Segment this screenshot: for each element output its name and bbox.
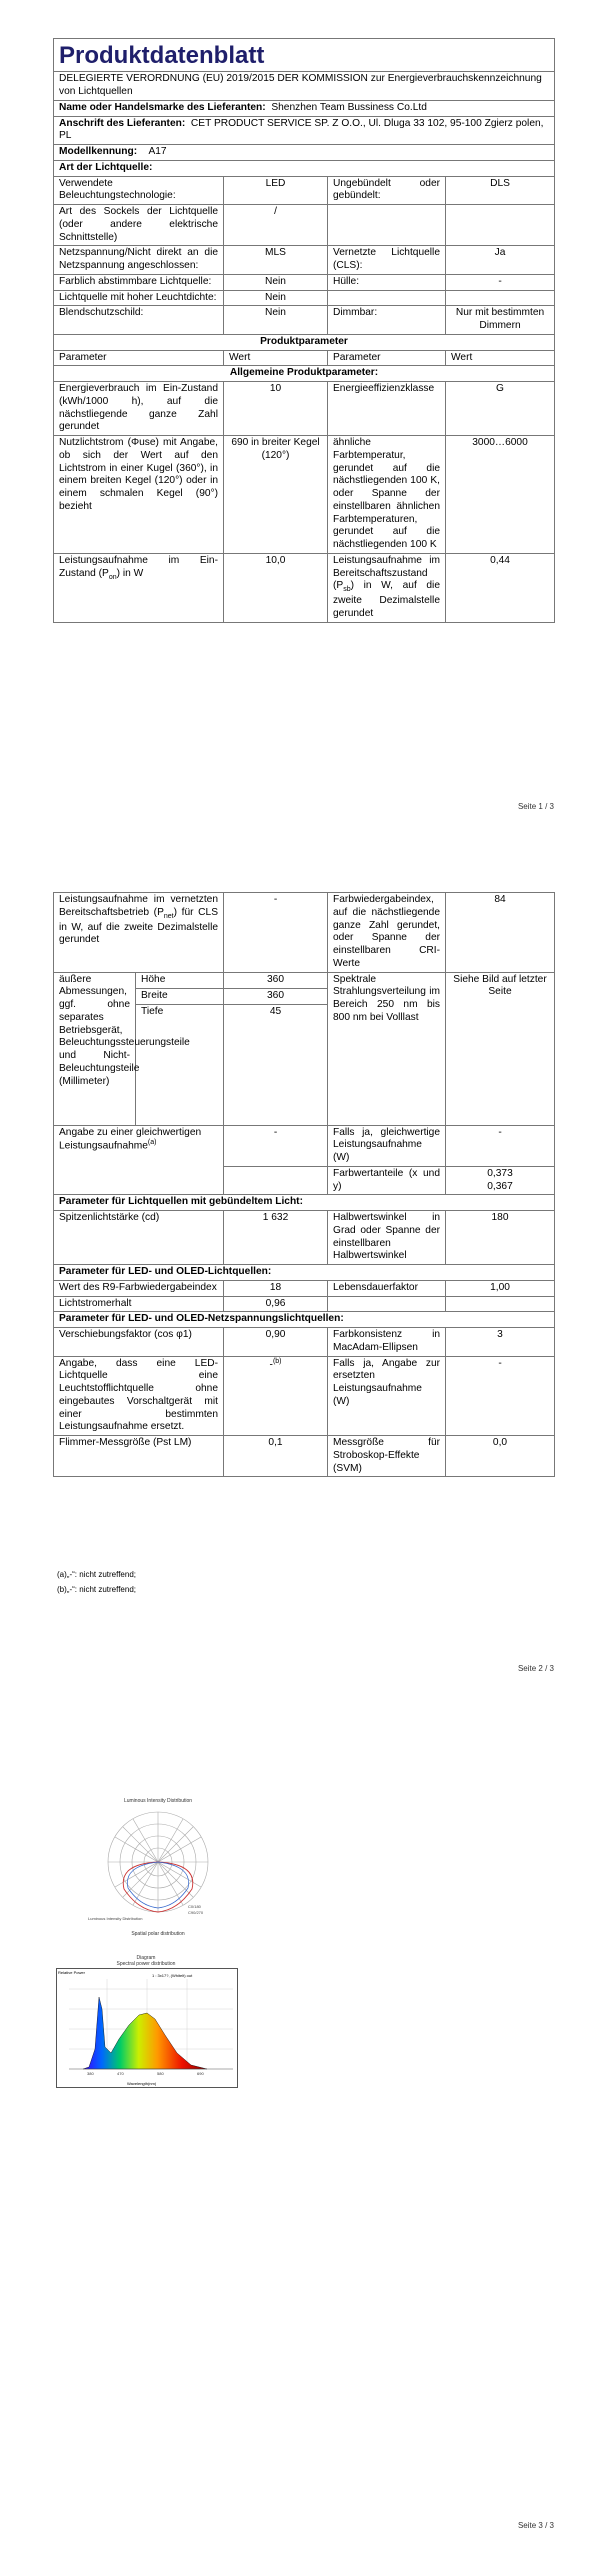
empty-cell xyxy=(446,1296,555,1312)
depth-value: 45 xyxy=(224,1004,328,1125)
height-label: Höhe xyxy=(136,972,224,988)
peak-value: 1 632 xyxy=(224,1211,328,1265)
table-row xyxy=(54,1125,555,1166)
power-on-value: 10,0 xyxy=(224,553,328,622)
model-label: Modellkennung: xyxy=(59,146,138,158)
table-row xyxy=(54,1356,555,1436)
dims-label: äußere Abmessungen, ggf. ohne separates Betriebsgerät, Beleuchtungssteuerungsteile und Nicht-Beleuchtungsteile (Millimeter) xyxy=(54,972,136,1125)
spd-chart xyxy=(57,1969,237,2087)
pf-label: Verschiebungsfaktor (cos φ1) xyxy=(54,1328,224,1357)
model-value: A17 xyxy=(148,146,167,158)
header-param: Parameter xyxy=(328,350,446,366)
flicker-value: 0,1 xyxy=(224,1436,328,1477)
mains-label: Netzspannung/Nicht direkt an die Netzspannung angeschlossen: xyxy=(54,246,224,275)
empty-cell xyxy=(446,290,555,306)
header-param: Parameter xyxy=(54,350,224,366)
empty-cell xyxy=(328,290,446,306)
peak-label: Spitzenlichtstärke (cd) xyxy=(54,1211,224,1265)
directional-label: Ungebündelt oder gebündelt: xyxy=(328,176,446,205)
eff-class-value: G xyxy=(446,382,555,436)
equiv-power-label: Falls ja, gleichwertige Leistungsaufnahme (W) xyxy=(328,1125,446,1166)
table-row xyxy=(54,553,555,622)
spd-legend: 1 : 3x17?, (Whitelt) out xyxy=(152,1972,193,1978)
beam-value: 180 xyxy=(446,1211,555,1265)
polar-distribution-figure xyxy=(78,1798,238,1948)
svg-text:Luminous Intensity Distributio: Luminous Intensity Distribution xyxy=(88,1916,143,1922)
footnote-b: (b)„-“: nicht zutreffend; xyxy=(57,1585,136,1594)
spd-figure xyxy=(53,1955,239,2095)
equiv-power-value: - xyxy=(446,1125,555,1166)
consistency-label: Farbkonsistenz in MacAdam-Ellipsen xyxy=(328,1328,446,1357)
empty-cell xyxy=(328,1296,446,1312)
envelope-label: Hülle: xyxy=(328,274,446,290)
consistency-value: 3 xyxy=(446,1328,555,1357)
replace-power-label: Falls ja, Angabe zur ersetzten Leistungsaufnahme (W) xyxy=(328,1356,446,1436)
tech-label: Verwendete Beleuchtungstechnologie: xyxy=(54,176,224,205)
table-row xyxy=(54,972,555,988)
replace-label: Angabe, dass eine LED-Lichtquelle eine Leuchtstofflichtquelle ohne eingebautes Vorschaltgerät mit einer bestimmten Leistungsaufnahme ersetzt. xyxy=(54,1356,224,1436)
eff-class-label: Energieeffizienzklasse xyxy=(328,382,446,436)
spd-diagram-title: Diagram xyxy=(136,1955,156,1961)
pf-value: 0,90 xyxy=(224,1328,328,1357)
header-value: Wert xyxy=(224,350,328,366)
table-row xyxy=(54,306,555,335)
energy-label: Energieverbrauch im Ein-Zustand (kWh/1000 h), auf die nächstliegende ganze Zahl gerundet xyxy=(54,382,224,436)
svg-text:C90/270: C90/270 xyxy=(188,1910,204,1916)
spd-title: Spectral power distribution xyxy=(116,1961,176,1968)
general-params-heading: Allgemeine Produktparameter: xyxy=(54,366,555,382)
empty-cell xyxy=(446,205,555,246)
cri-value: 84 xyxy=(446,893,555,973)
table-row xyxy=(54,1280,555,1296)
table-row xyxy=(54,246,555,275)
table-row xyxy=(54,290,555,306)
regulation-text: DELEGIERTE VERORDNUNG (EU) 2019/2015 DER KOMMISSION zur Energieverbrauchskennzeichnung von Lichtquellen xyxy=(54,72,555,101)
supplier-name-row xyxy=(54,100,555,116)
chroma-value: 0,373 0,367 xyxy=(446,1166,555,1195)
r9-label: Wert des R9-Farbwiedergabeindex xyxy=(54,1280,224,1296)
table-row xyxy=(54,1211,555,1265)
width-value: 360 xyxy=(224,988,328,1004)
maint-label: Lichtstromerhalt xyxy=(54,1296,224,1312)
svg-text:690: 690 xyxy=(197,2070,204,2076)
footnote-a: (a)„-“: nicht zutreffend; xyxy=(57,1570,136,1579)
datasheet-table-page1 xyxy=(53,38,555,623)
anti-glare-label: Blendschutzschild: xyxy=(54,306,224,335)
spd-xlabel: Wavelength(nm) xyxy=(127,2080,157,2086)
r9-value: 18 xyxy=(224,1280,328,1296)
table-row xyxy=(54,274,555,290)
svm-label: Messgröße für Stroboskop-Effekte (SVM) xyxy=(328,1436,446,1477)
cct-value: 3000…6000 xyxy=(446,436,555,554)
tech-value: LED xyxy=(224,176,328,205)
lightsource-type-heading: Art der Lichtquelle: xyxy=(54,160,555,176)
mains-heading: Parameter für LED- und OLED-Netzspannungslichtquellen: xyxy=(54,1312,555,1328)
tunable-value: Nein xyxy=(224,274,328,290)
led-heading: Parameter für LED- und OLED-Lichtquellen: xyxy=(54,1265,555,1281)
chroma-label: Farbwertanteile (x und y) xyxy=(328,1166,446,1195)
high-luminance-value: Nein xyxy=(224,290,328,306)
svg-text:580: 580 xyxy=(157,2070,164,2076)
page-number: Seite 3 / 3 xyxy=(517,2521,554,2530)
polar-title: Luminous Intensity Distribution xyxy=(123,1798,193,1804)
header-value: Wert xyxy=(446,350,555,366)
power-on-label: Leistungsaufnahme im Ein-Zustand $(P_{on})$ in W xyxy=(54,553,224,622)
product-params-heading: Produktparameter xyxy=(54,334,555,350)
supplier-name-value: Shenzhen Team Bussiness Co.Ltd xyxy=(271,101,427,113)
directional-heading: Parameter für Lichtquellen mit gebündeltem Licht: xyxy=(54,1195,555,1211)
width-label: Breite xyxy=(136,988,224,1004)
tunable-label: Farblich abstimmbare Lichtquelle: xyxy=(54,274,224,290)
cct-label: ähnliche Farbtemperatur, gerundet auf die nächstliegenden 100 K, oder Spanne der einstellbaren ähnlichen Farbtemperaturen, gerundet auf die nächstliegenden 100 K xyxy=(328,436,446,554)
svg-text:380: 380 xyxy=(87,2070,94,2076)
svg-text:C0/180: C0/180 xyxy=(188,1904,201,1910)
polar-diagram xyxy=(78,1804,238,1934)
replace-value: -$^{(b)}$ xyxy=(224,1356,328,1436)
table-row xyxy=(54,205,555,246)
directional-value: DLS xyxy=(446,176,555,205)
table-row xyxy=(54,1436,555,1477)
svg-text:470: 470 xyxy=(117,2070,124,2076)
standby-value: 0,44 xyxy=(446,553,555,622)
net-standby-value: - xyxy=(224,893,328,973)
polar-caption: Spatial polar distribution xyxy=(131,1931,185,1937)
cri-label: Farbwiedergabeindex, auf die nächstliegende ganze Zahl gerundet, oder Spanne der einstellbaren CRI-Werte xyxy=(328,893,446,973)
flux-value: 690 in breiter Kegel (120°) xyxy=(224,436,328,554)
anti-glare-value: Nein xyxy=(224,306,328,335)
survival-value: 1,00 xyxy=(446,1280,555,1296)
flux-label: Nutzlichtstrom (Φuse) mit Angabe, ob sich der Wert auf den Lichtstrom in einer Kugel (360°), in einem breiten Kegel (120°) oder in einem schmalen Kegel (90°) bezieht xyxy=(54,436,224,554)
table-row xyxy=(54,176,555,205)
supplier-address-row xyxy=(54,116,555,145)
supplier-address-value: CET PRODUCT SERVICE SP. Z O.O., Ul. Dluga 33 102, 95-100 Zgierz polen, PL xyxy=(59,117,544,142)
net-standby-label: Leistungsaufnahme im vernetzten Bereitschaftsbetrieb $(P_{net})$ für CLS in W, auf die zweite Dezimalstelle gerundet xyxy=(54,893,224,973)
page-number: Seite 2 / 3 xyxy=(517,1664,554,1673)
table-row xyxy=(54,1328,555,1357)
high-luminance-label: Lichtquelle mit hoher Leuchtdichte: xyxy=(54,290,224,306)
model-row xyxy=(54,145,555,161)
replace-power-value: - xyxy=(446,1356,555,1436)
spd-value: Siehe Bild auf letzter Seite xyxy=(446,972,555,1125)
beam-label: Halbwertswinkel in Grad oder Spanne der einstellbaren Halbwertswinkel xyxy=(328,1211,446,1265)
depth-label: Tiefe xyxy=(136,1004,224,1125)
datasheet-table-page2 xyxy=(53,892,555,1477)
energy-value: 10 xyxy=(224,382,328,436)
height-value: 360 xyxy=(224,972,328,988)
dimmable-value: Nur mit bestimmten Dimmern xyxy=(446,306,555,335)
cls-value: Ja xyxy=(446,246,555,275)
cap-type-value: / xyxy=(224,205,328,246)
supplier-address-label: Anschrift des Lieferanten: xyxy=(59,117,186,129)
page-title: Produktdatenblatt xyxy=(54,39,555,72)
table-header-row xyxy=(54,350,555,366)
flicker-label: Flimmer-Messgröße (Pst LM) xyxy=(54,1436,224,1477)
page-number: Seite 1 / 3 xyxy=(517,802,554,811)
envelope-value: - xyxy=(446,274,555,290)
maint-value: 0,96 xyxy=(224,1296,328,1312)
cls-label: Vernetzte Lichtquelle (CLS): xyxy=(328,246,446,275)
table-row xyxy=(54,893,555,973)
survival-label: Lebensdauerfaktor xyxy=(328,1280,446,1296)
spd-ylabel: Relative Power xyxy=(58,1969,85,1975)
table-row xyxy=(54,1296,555,1312)
equiv-value: - xyxy=(224,1125,328,1166)
empty-cell xyxy=(224,1166,328,1195)
table-row xyxy=(54,382,555,436)
spd-label: Spektrale Strahlungsverteilung im Bereich 250 nm bis 800 nm bei Volllast xyxy=(328,972,446,1125)
table-row xyxy=(54,436,555,554)
svm-value: 0,0 xyxy=(446,1436,555,1477)
empty-cell xyxy=(328,205,446,246)
standby-label: Leistungsaufnahme im Bereitschaftszustand $(P_{sb})$ in W, auf die zweite Dezimalstelle gerundet xyxy=(328,553,446,622)
dimmable-label: Dimmbar: xyxy=(328,306,446,335)
cap-type-label: Art des Sockels der Lichtquelle (oder andere elektrische Schnittstelle) xyxy=(54,205,224,246)
mains-value: MLS xyxy=(224,246,328,275)
supplier-name-label: Name oder Handelsmarke des Lieferanten: xyxy=(59,101,266,113)
equiv-label: Angabe zu einer gleichwertigen Leistungsaufnahme$^{(a)}$ xyxy=(54,1125,224,1195)
